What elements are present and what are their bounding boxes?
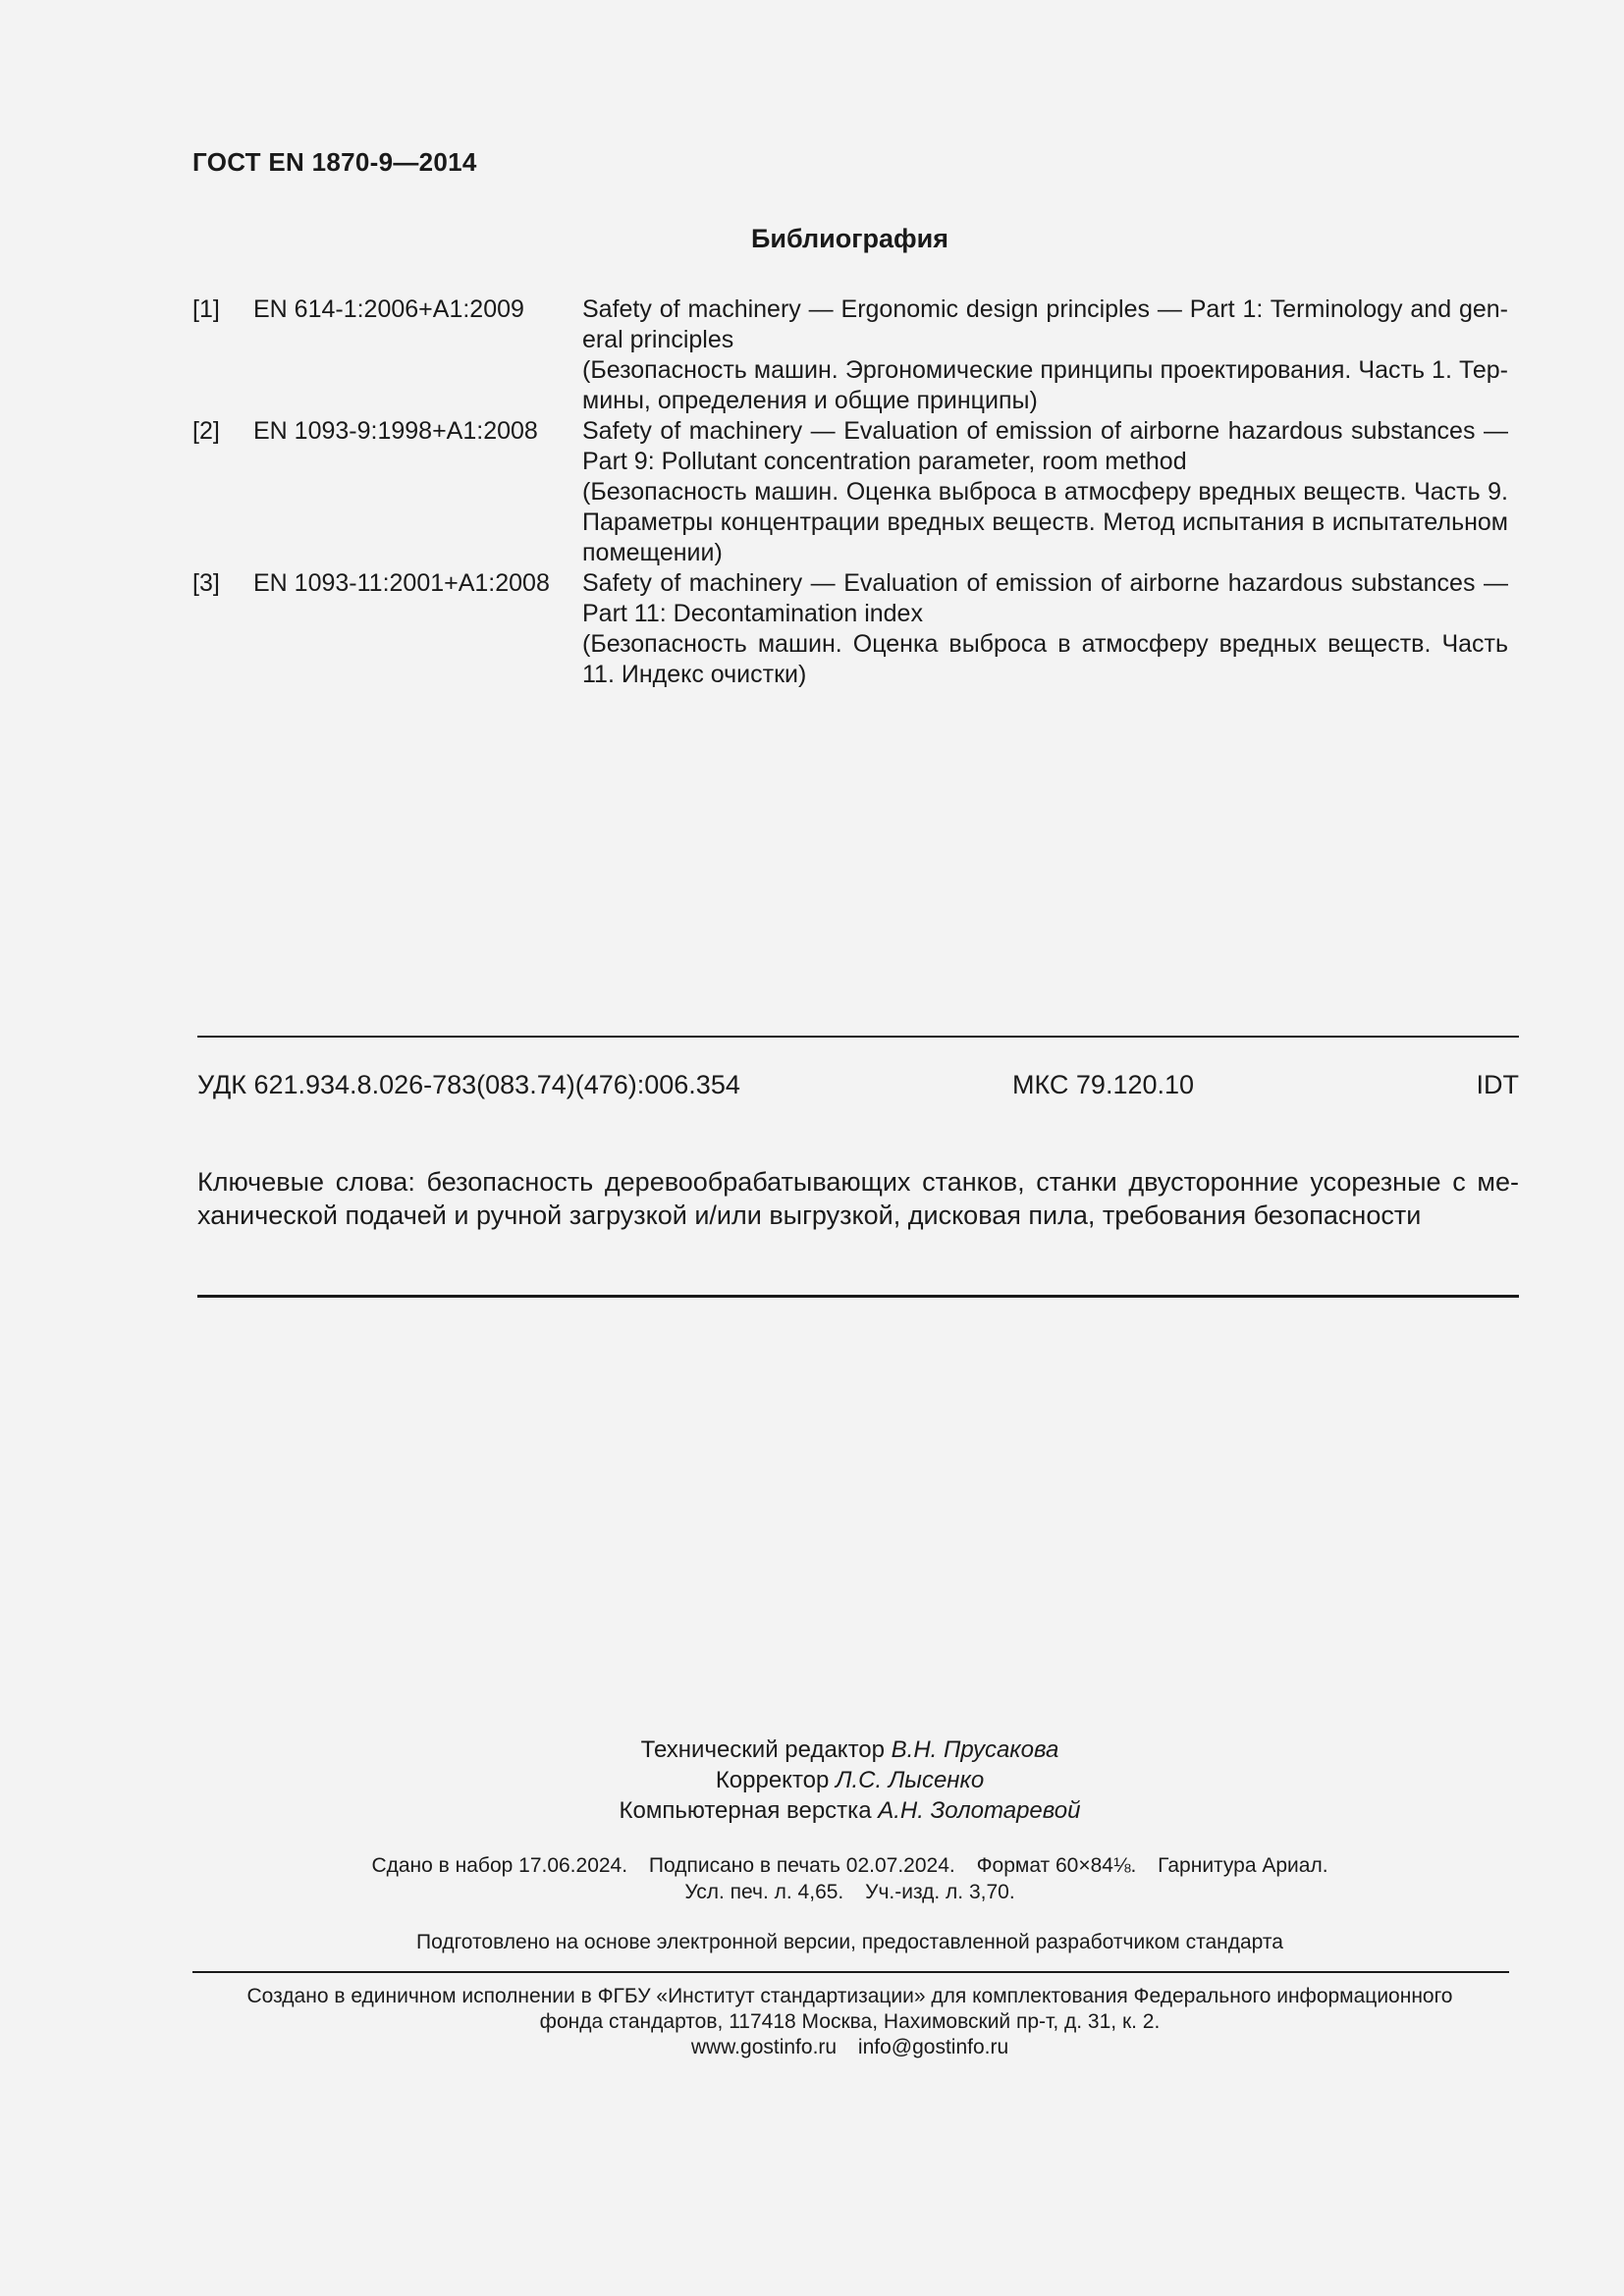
divider-top [197, 1036, 1519, 1038]
layout-name: А.Н. Золотаревой [878, 1797, 1081, 1824]
bibliography-entry [192, 416, 1508, 568]
corrector-label: Корректор [715, 1767, 830, 1793]
keywords: Ключевые слова: безопасность деревообрабатывающих станков, станки двусторонние усорезные с ме-ханической подачей и ручной загрузкой и/или выгрузкой, дисковая пила, требования безопасности [197, 1167, 1519, 1230]
entry-title-ru: (Безопасность машин. Оценка выброса в атмосферу вредных веществ. Часть 11. Индекс очистки) [582, 630, 1508, 688]
entry-number: [1] [192, 295, 220, 323]
entry-title-ru: (Безопасность машин. Эргономические принципы проектирования. Часть 1. Тер-мины, определения и общие принципы) [582, 356, 1508, 414]
bibliography-entry [192, 294, 1508, 416]
tech-editor-name: В.Н. Прусакова [891, 1736, 1059, 1763]
website-link[interactable]: www.gostinfo.ru [690, 2036, 838, 2058]
publisher-info [0, 1984, 1624, 2060]
paper-format: Формат 60×84⅛. [976, 1854, 1137, 1877]
tech-editor-line [0, 1735, 1624, 1765]
udk-code: УДК 621.934.8.026-783(083.74)(476):006.354 [197, 1070, 740, 1099]
signed-date: Подписано в печать 02.07.2024. [648, 1854, 955, 1877]
typeface: Гарнитура Ариал. [1158, 1854, 1328, 1877]
print-info [0, 1852, 1624, 1905]
corrector-line [0, 1765, 1624, 1795]
entry-number: [3] [192, 569, 220, 597]
entry-title-en: Safety of machinery — Evaluation of emission of airborne hazardous substances — Part 9: Pollutant concentration parameter, room method [582, 417, 1508, 475]
submitted-date: Сдано в набор 17.06.2024. [371, 1854, 628, 1877]
divider-bottom [197, 1295, 1519, 1298]
entry-title-ru: (Безопасность машин. Оценка выброса в атмосферу вредных веществ. Часть 9. Параметры концентрации вредных веществ. Метод испытания в испытательном помещении) [582, 478, 1508, 566]
credits-block [0, 1735, 1624, 1826]
entry-standard-code: EN 1093-11:2001+A1:2008 [253, 569, 550, 597]
email-link[interactable]: info@gostinfo.ru [857, 2036, 1009, 2058]
corrector-name: Л.С. Лысенко [836, 1767, 985, 1793]
bibliography-list [192, 294, 1508, 690]
publisher-line-2: фонда стандартов, 117418 Москва, Нахимовский пр-т, д. 31, к. 2. [539, 2010, 1161, 2033]
tech-editor-label: Технический редактор [640, 1736, 885, 1763]
publisher-line-1: Создано в единичном исполнении в ФГБУ «Институт стандартизации» для комплектования Федерального информационного [246, 1985, 1453, 2007]
entry-standard-code: EN 1093-9:1998+A1:2008 [253, 417, 538, 445]
publisher-sheets: Уч.-изд. л. 3,70. [865, 1881, 1015, 1903]
idt-label: IDT [1476, 1070, 1519, 1099]
bibliography-entry [192, 568, 1508, 690]
entry-number: [2] [192, 417, 220, 445]
page-header-doc-code: ГОСТ EN 1870-9—2014 [192, 147, 477, 177]
entry-title-en: Safety of machinery — Ergonomic design principles — Part 1: Terminology and gen-eral principles [582, 295, 1508, 353]
layout-line [0, 1795, 1624, 1826]
entry-title-en: Safety of machinery — Evaluation of emission of airborne hazardous substances — Part 11: Decontamination index [582, 569, 1508, 627]
layout-label: Компьютерная верстка [619, 1797, 872, 1824]
prepared-note: Подготовлено на основе электронной версии, предоставленной разработчиком стандарта [416, 1931, 1283, 1953]
mks-code: МКС 79.120.10 [1012, 1070, 1195, 1099]
print-sheets: Усл. печ. л. 4,65. [684, 1881, 844, 1903]
bibliography-title: Библиография [751, 224, 948, 253]
divider-publisher [192, 1971, 1509, 1973]
entry-standard-code: EN 614-1:2006+A1:2009 [253, 295, 524, 323]
